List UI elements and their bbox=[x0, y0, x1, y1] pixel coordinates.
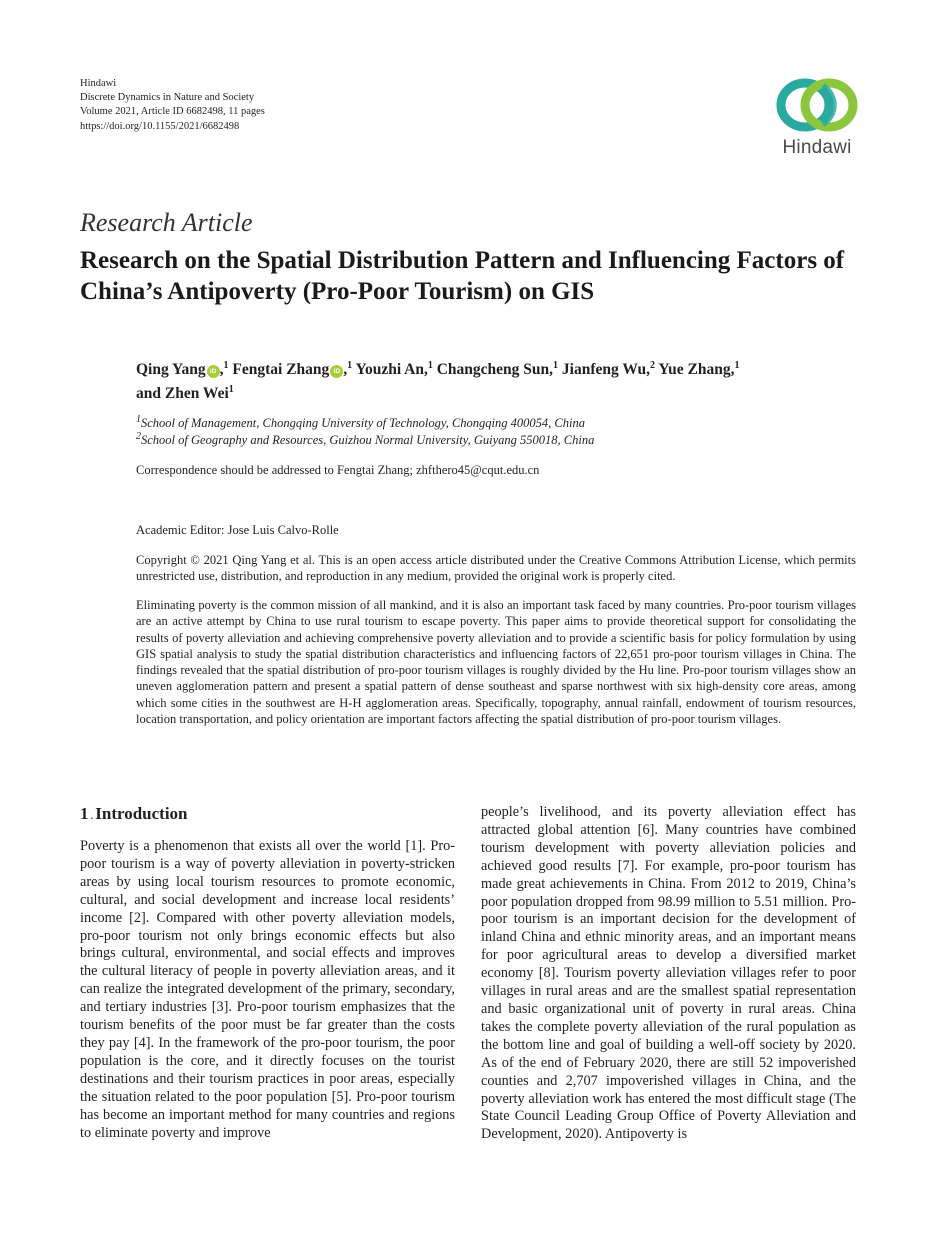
author-list: Qing Yang iD ,$^1$ Fengtai Zhang iD ,$^1$ Youzhi An,$^1$ Changcheng Sun,$^1$ Jianfeng Wu,$^2$ Yue Zhang,$^1$ and Zhen Wei$^1$ bbox=[136, 359, 740, 402]
author-name[interactable]: Changcheng Sun bbox=[436, 361, 550, 378]
author-name[interactable]: Youzhi An bbox=[355, 361, 424, 378]
author-affiliation-mark: 1 bbox=[347, 359, 353, 371]
author-affiliation-mark: 1 bbox=[427, 359, 433, 371]
author-affiliation-mark: 1 bbox=[223, 359, 229, 371]
author-affiliation-mark: 1 bbox=[734, 359, 740, 371]
affiliations bbox=[136, 415, 594, 449]
author-name[interactable]: Zhen Wei bbox=[164, 385, 229, 402]
abstract-text: Eliminating poverty is the common mission of all mankind, and it is also an important task faced by many countries. Pro-poor tourism villages are an active attempt by China to use rural tourism to escape poverty. This paper aims to provide theoretical support for consolidating the results of poverty alleviation and achieving comprehensive poverty alleviation and to provide a scientific basis for policy formulation by using GIS spatial analysis to study the spatial distribution characteristics and influencing factors of 22,651 pro-poor tourism villages in China. The findings revealed that the spatial distribution of pro-poor tourism villages is roughly divided by the Hu line. Pro-poor tourism villages show an uneven agglomeration pattern and present a spatial pattern of dense southeast and sparse northwest with six high-density core areas, among which some cities in the southwest are H-H agglomeration areas. Specifically, topography, annual rainfall, endowment of tourism resources, location transportation, and policy orientation are important factors affecting the spatial distribution of pro-poor tourism villages. bbox=[136, 598, 856, 727]
journal-header bbox=[80, 77, 265, 134]
correspondence-line: Correspondence should be addressed to Fengtai Zhang; zhfthero45@cqut.edu.cn bbox=[136, 463, 540, 477]
logo-wordmark: Hindawi bbox=[782, 137, 852, 158]
section-heading: 1 . Introduction bbox=[80, 804, 188, 823]
author-affiliation-mark: 2 bbox=[650, 359, 656, 371]
article-type: Research Article bbox=[80, 208, 253, 237]
journal-name: Discrete Dynamics in Nature and Society bbox=[80, 92, 255, 104]
author-affiliation-mark: 1 bbox=[228, 383, 234, 395]
section-title: Introduction bbox=[95, 804, 188, 823]
publisher-name: Hindawi bbox=[80, 78, 117, 89]
orcid-icon[interactable]: iD bbox=[207, 365, 220, 378]
author-affiliation-mark: 1 bbox=[553, 359, 559, 371]
affiliation: $^1$School of Management, Chongqing University of Technology, Chongqing 400054, China bbox=[136, 413, 585, 430]
article-title: Research on the Spatial Distribution Pattern and Influencing Factors of China’s Antipoverty (Pro-Poor Tourism) on GIS bbox=[80, 247, 845, 305]
hindawi-logo bbox=[772, 75, 862, 161]
body-column-right: people’s livelihood, and its poverty alleviation effect has attracted global attention [6]. Many countries have combined tourism development with poverty alleviation policies and achieved good results [7]. For example, pro-poor tourism has made great achievements in China. From 2012 to 2019, China’s poor population dropped from 98.99 million to 5.51 million. Pro-poor tourism is an important decision for the development of inland China and ethnic minority areas, and an important means for poor agricultural areas to develop a diversified market economy [8]. Tourism poverty alleviation villages refer to poor villages in rural areas and are the smallest spatial representation and basic organizational unit of poverty in rural areas. China takes the complete poverty alleviation of the rural population as the bottom line and goal of building a well-off society by 2020. As of the end of February 2020, there are still 52 impoverished counties and 2,707 impoverished villages in China, and the poverty alleviation work has entered the most difficult stage (The State Council Leading Group Office of Poverty Alleviation and Development, 2020). Antipoverty is bbox=[481, 804, 856, 1143]
affiliation: $^2$School of Geography and Resources, Guizhou Normal University, Guiyang 550018, China bbox=[136, 430, 595, 447]
author-name[interactable]: Qing Yang bbox=[136, 361, 206, 378]
section-number: 1 bbox=[80, 804, 89, 823]
hindawi-logo-icon bbox=[772, 75, 862, 137]
volume-info: Volume 2021, Article ID 6682498, 11 pages bbox=[80, 106, 265, 118]
academic-editor: Academic Editor: Jose Luis Calvo-Rolle bbox=[136, 523, 339, 537]
author-name[interactable]: Jianfeng Wu bbox=[561, 361, 647, 378]
author-name[interactable]: Fengtai Zhang bbox=[232, 361, 330, 378]
doi-link[interactable]: https://doi.org/10.1155/2021/6682498 bbox=[80, 120, 240, 132]
body-column-left: Poverty is a phenomenon that exists all over the world [1]. Pro-poor tourism is a way of poverty alleviation in poverty-stricken areas by using local tourism resources to promote economic, cultural, and social development and increase local residents’ income [2]. Compared with other poverty alleviation models, pro-poor tourism not only brings economic effects but also brings cultural, environmental, and social effects and improves the cultural literacy of people in poverty alleviation areas, and it can realize the integrated development of the primary, secondary, and tertiary industries [3]. Pro-poor tourism emphasizes that the tourism benefits of the poor must be far greater than the costs they pay [4]. In the framework of the pro-poor tourism, the poor population is the core, and it directly focuses on the tourist destinations and their tourism practices in poor areas, especially the situation related to the poor population [5]. Pro-poor tourism has become an important method for many countries and regions to eliminate poverty and improve bbox=[80, 838, 455, 1141]
copyright-notice: Copyright © 2021 Qing Yang et al. This is an open access article distributed under the Creative Commons Attribution License, which permits unrestricted use, distribution, and reproduction in any medium, provided the original work is properly cited. bbox=[136, 553, 856, 584]
author-name[interactable]: Yue Zhang bbox=[658, 361, 731, 378]
orcid-icon[interactable]: iD bbox=[330, 365, 343, 378]
